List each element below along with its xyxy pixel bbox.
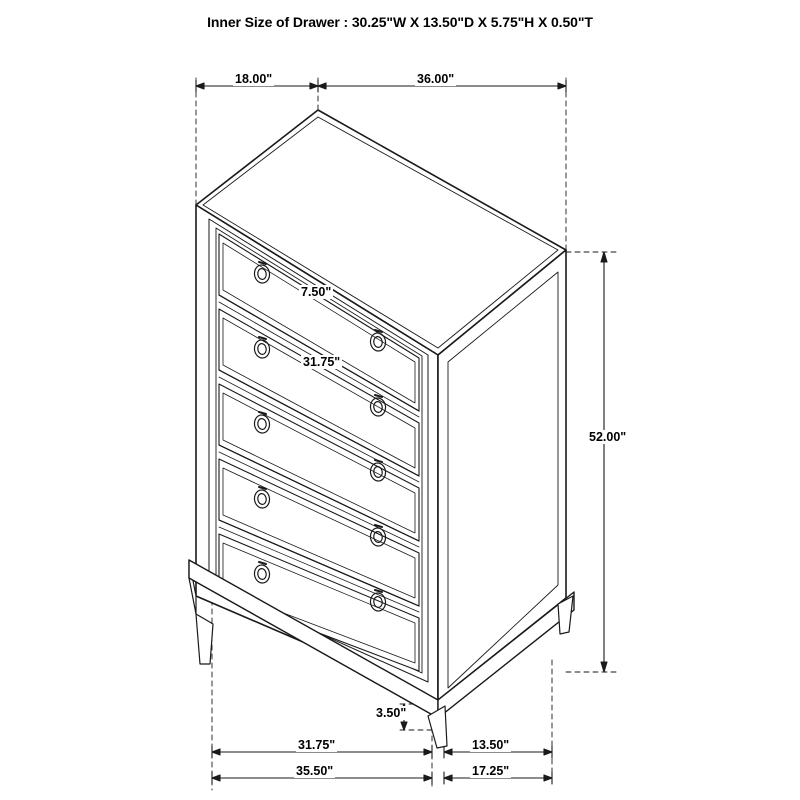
dim-overall-height: 52.00" bbox=[589, 430, 627, 444]
dim-drawer-width: 31.75" bbox=[303, 355, 341, 369]
dim-top-width: 36.00" bbox=[417, 72, 455, 86]
page-title: Inner Size of Drawer : 30.25"W X 13.50"D X 5.75"H X 0.50"T bbox=[207, 14, 593, 30]
dim-drawer-height: 7.50" bbox=[301, 285, 332, 299]
dim-front-outer-width: 35.50" bbox=[296, 764, 334, 778]
dim-side-inner-depth: 13.50" bbox=[472, 738, 510, 752]
dim-leg-height: 3.50" bbox=[376, 706, 407, 720]
dim-front-inner-width: 31.75" bbox=[298, 738, 336, 752]
dim-side-outer-depth: 17.25" bbox=[472, 764, 510, 778]
dim-top-depth: 18.00" bbox=[235, 72, 273, 86]
